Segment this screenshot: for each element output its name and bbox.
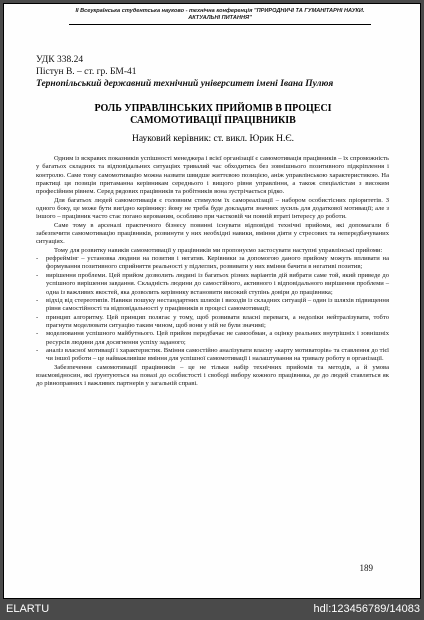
conference-header bbox=[69, 8, 371, 22]
list-item: - вирішення проблеми. Цей прийом дозволить людині із багатьох різних варіантів дій вибрати саме той, який приведе до успішного вирішення завдання. Складність людини до самостійного, активного і відповідального вирішення проблеми – одна із важливих якостей, яка дозволить керівнику встановити високий ступінь довіри до працівника; bbox=[36, 271, 389, 296]
list-bullet: - bbox=[36, 296, 39, 304]
paragraph-3: Саме тому в арсеналі практичного бізнесу повинні існувати відповідні технічні прийоми, які допомагали б забезпечити самомотивацію працівників, розвинути у них необхідні навики, вміння діяти у стресових та непередбачуваних ситуаціях. bbox=[36, 221, 389, 246]
document-page bbox=[3, 3, 421, 599]
udc-code: УДК 338.24 bbox=[36, 55, 84, 65]
university-name: Тернопільський державний технічний університет імені Івана Пулюя bbox=[36, 79, 334, 89]
list-item: - аналіз власної мотивації і характеристик. Вміння самостійно аналізувати власну «карту мотиваторів» та ставлення до тієї чи іншої роботи – це найважливіше вміння для успішної самомотивації і налаштування на тривалу роботу в організації. bbox=[36, 346, 389, 363]
list-bullet: - bbox=[36, 255, 39, 263]
paragraph-2: Для багатьох людей самомотивація є головним стимулом їх самореалізації – набором особистісних пріоритетів. З одного боку, це може бути вигідно керівнику: йому не треба буде докладати значних зусиль для додаткової мотивації; але з іншого – працівник часто стає погано керованим, особливо при частковій чи повній втраті інтересу до роботи. bbox=[36, 196, 389, 221]
supervisor-line: Науковий керівник: ст. викл. Юрик Н.Є. bbox=[131, 134, 295, 144]
list-bullet: - bbox=[36, 330, 39, 338]
article-meta bbox=[36, 54, 396, 90]
repository-name: ELARTU bbox=[6, 603, 50, 615]
list-bullet: - bbox=[36, 346, 39, 354]
article-body bbox=[36, 155, 389, 389]
author-line: Пістун В. – ст. гр. БМ-41 bbox=[36, 67, 137, 77]
list-item: - моделювання успішного майбутнього. Цей прийом передбачає не самообман, а оцінку реальних внутрішніх і зовнішніх ресурсів людини для досягнення успіху заданого; bbox=[36, 330, 389, 346]
article-title-line-2: САМОМОТИВАЦІЇ ПРАЦІВНИКІВ bbox=[130, 115, 296, 126]
list-bullet: - bbox=[36, 313, 39, 321]
list-item: - рефреймінг – установка людини на позитив і негатив. Керівники за допомогою даного прийому можуть впливати на формування позитивного сприйняття реальності у підлеглих, розвивати у них вміння бачити в негативі позитив; bbox=[36, 255, 389, 271]
page-number: 189 bbox=[359, 563, 373, 573]
article-title bbox=[53, 103, 373, 127]
article-title-line-1: РОЛЬ УПРАВЛІНСЬКИХ ПРИЙОМІВ В ПРОЦЕСІ bbox=[94, 103, 332, 114]
conference-header-line-2: АКТУАЛЬНІ ПИТАННЯ" bbox=[188, 15, 252, 21]
list-bullet: - bbox=[36, 271, 39, 279]
paragraph-4: Тому для розвитку навиків самомотивації у працівників ми пропонуємо застосувати наступні управлінські прийоми: bbox=[54, 246, 383, 254]
handle-identifier[interactable]: hdl:123456789/14083 bbox=[313, 603, 420, 615]
paragraph-5: Забезпечення самомотивації працівників – це не тільки набір технічних прийомів та методів, а й умова взаємовідносин, які ґрунтуються на повазі до особистості і свободі вибору кожного працівника, де до людей ставляться як до рівноправних і важливих партнерів у загальній справі. bbox=[36, 363, 389, 388]
paragraph-1: Одним із вскравих показників успішності менеджера і всієї організації є самомотивація працівників – їх спроможність у багатьох складних та відповідальних ситуаціях тривалий час обходитись без зовнішнього позитивного підкріплення і контролю. Саме тому самомотивацію можна назвати швидше життєвою позицією, аніж управлінською характеристикою. На практиці ця позиція притаманна керівникам середнього і вищого рівня управління, а також спеціалістам з високим професійним рівнем. Серед рядових працівників та робітників вона зустрічається рідко. bbox=[36, 155, 389, 196]
repository-footer bbox=[0, 599, 424, 620]
conference-header-line-1: II Всеукраїнська студентська науково - технічна конференція "ПРИРОДНИЧІ ТА ГУМАНІТАРНІ НАУКИ. bbox=[75, 8, 365, 14]
list-item: - відхід від стереотипів. Навики пошуку нестандартних шляхів і виходів із складних ситуацій – один із шляхів підвищення рівня самостійності та відповідальності у працівників в процесі самомотивації; bbox=[36, 296, 389, 313]
list-item: - принцип алгоритму. Цей принцип полягає у тому, щоб розвивати власні переваги, а недоліки нейтралізувати, тобто прагнути моделювати ситуацію таким чином, щоб вони у ній не були значимі; bbox=[36, 313, 389, 329]
header-divider bbox=[69, 24, 371, 25]
